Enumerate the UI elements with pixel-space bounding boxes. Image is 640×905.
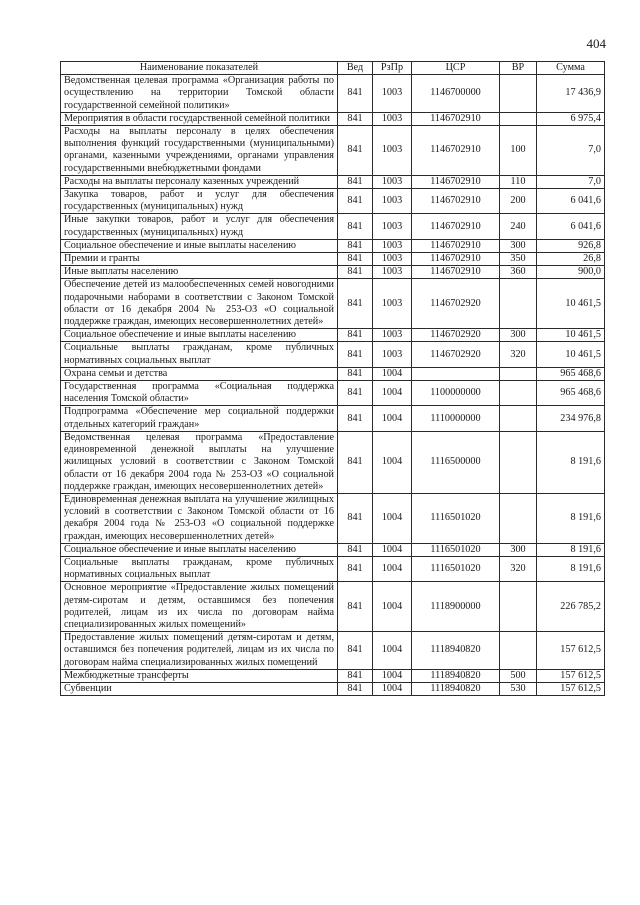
table-row xyxy=(61,279,605,329)
row-sum-cell: 157 612,5 xyxy=(537,669,605,682)
row-vr-cell: 300 xyxy=(500,543,537,556)
row-vr-cell: 360 xyxy=(500,266,537,279)
row-sum-cell: 10 461,5 xyxy=(537,279,605,329)
row-csr-cell: 1116500000 xyxy=(412,431,500,493)
row-vr-cell: 530 xyxy=(500,682,537,695)
row-rzpr-cell: 1003 xyxy=(373,175,412,188)
row-rzpr-cell: 1004 xyxy=(373,632,412,670)
row-vr-cell: 200 xyxy=(500,189,537,214)
row-ved-cell: 841 xyxy=(338,239,373,252)
row-vr-cell xyxy=(500,279,537,329)
row-rzpr-cell: 1003 xyxy=(373,126,412,176)
row-csr-cell: 1100000000 xyxy=(412,381,500,406)
row-rzpr-cell: 1003 xyxy=(373,329,412,342)
row-csr-cell xyxy=(412,367,500,380)
row-rzpr-cell: 1004 xyxy=(373,543,412,556)
row-csr-cell: 1118940820 xyxy=(412,682,500,695)
row-sum-cell: 157 612,5 xyxy=(537,632,605,670)
row-rzpr-cell: 1003 xyxy=(373,214,412,239)
row-rzpr-cell: 1004 xyxy=(373,682,412,695)
budget-table xyxy=(60,61,605,696)
row-name-cell: Основное мероприятие «Предоставление жилых помещений детям-сиротам и детям, оставшимся без попечения родителей, лицам из их числа по договорам найма специализированных жилых помещений» xyxy=(61,582,338,632)
row-ved-cell: 841 xyxy=(338,253,373,266)
row-sum-cell: 926,8 xyxy=(537,239,605,252)
row-rzpr-cell: 1004 xyxy=(373,493,412,543)
row-rzpr-cell: 1004 xyxy=(373,381,412,406)
row-csr-cell: 1146702910 xyxy=(412,253,500,266)
row-name-cell: Социальное обеспечение и иные выплаты населению xyxy=(61,329,338,342)
row-rzpr-cell: 1003 xyxy=(373,239,412,252)
row-csr-cell: 1146700000 xyxy=(412,75,500,113)
row-name-cell: Премии и гранты xyxy=(61,253,338,266)
row-ved-cell: 841 xyxy=(338,431,373,493)
row-name-cell: Обеспечение детей из малообеспеченных семей новогодними подарочными наборами в соответствии с Законом Томской области от 16 декабря 2004 № 253-ОЗ «О социальной поддержке граждан, имеющих несовершеннолетних детей» xyxy=(61,279,338,329)
table-row xyxy=(61,189,605,214)
row-sum-cell: 6 975,4 xyxy=(537,112,605,125)
row-ved-cell: 841 xyxy=(338,329,373,342)
table-row xyxy=(61,266,605,279)
header-name: Наименование показателей xyxy=(61,62,338,75)
row-csr-cell: 1146702910 xyxy=(412,214,500,239)
row-vr-cell xyxy=(500,381,537,406)
row-vr-cell: 100 xyxy=(500,126,537,176)
table-row xyxy=(61,582,605,632)
row-sum-cell: 965 468,6 xyxy=(537,381,605,406)
table-row xyxy=(61,112,605,125)
row-csr-cell: 1146702910 xyxy=(412,266,500,279)
table-row xyxy=(61,381,605,406)
table-row xyxy=(61,175,605,188)
table-row xyxy=(61,253,605,266)
row-name-cell: Государственная программа «Социальная поддержка населения Томской области» xyxy=(61,381,338,406)
row-sum-cell: 6 041,6 xyxy=(537,189,605,214)
row-csr-cell: 1116501020 xyxy=(412,556,500,581)
row-csr-cell: 1118940820 xyxy=(412,669,500,682)
row-name-cell: Расходы на выплаты персоналу в целях обеспечения выполнения функций государственными (муниципальными) органами, казенными учреждениями, органами управления государственными внебюджетными фондами xyxy=(61,126,338,176)
row-name-cell: Единовременная денежная выплата на улучшение жилищных условий в соответствии с Законом Томской области от 16 декабря 2004 года № 253-ОЗ «О социальной поддержке граждан, имеющих несовершеннолетних детей» xyxy=(61,493,338,543)
row-ved-cell: 841 xyxy=(338,543,373,556)
row-vr-cell: 320 xyxy=(500,556,537,581)
row-csr-cell: 1146702910 xyxy=(412,239,500,252)
row-sum-cell: 8 191,6 xyxy=(537,543,605,556)
row-rzpr-cell: 1004 xyxy=(373,431,412,493)
row-sum-cell: 7,0 xyxy=(537,175,605,188)
row-csr-cell: 1146702910 xyxy=(412,112,500,125)
table-row xyxy=(61,329,605,342)
header-csr: ЦСР xyxy=(412,62,500,75)
row-sum-cell: 10 461,5 xyxy=(537,342,605,367)
table-row xyxy=(61,431,605,493)
table-row xyxy=(61,75,605,113)
row-ved-cell: 841 xyxy=(338,342,373,367)
row-rzpr-cell: 1003 xyxy=(373,266,412,279)
row-vr-cell xyxy=(500,632,537,670)
row-rzpr-cell: 1003 xyxy=(373,279,412,329)
row-ved-cell: 841 xyxy=(338,381,373,406)
row-name-cell: Закупка товаров, работ и услуг для обеспечения государственных (муниципальных) нужд xyxy=(61,189,338,214)
row-name-cell: Социальное обеспечение и иные выплаты населению xyxy=(61,543,338,556)
table-row xyxy=(61,214,605,239)
row-rzpr-cell: 1003 xyxy=(373,342,412,367)
row-csr-cell: 1146702920 xyxy=(412,329,500,342)
row-rzpr-cell: 1004 xyxy=(373,367,412,380)
row-vr-cell: 320 xyxy=(500,342,537,367)
row-name-cell: Расходы на выплаты персоналу казенных учреждений xyxy=(61,175,338,188)
row-sum-cell: 6 041,6 xyxy=(537,214,605,239)
row-name-cell: Социальное обеспечение и иные выплаты населению xyxy=(61,239,338,252)
row-csr-cell: 1118940820 xyxy=(412,632,500,670)
row-csr-cell: 1146702910 xyxy=(412,175,500,188)
row-rzpr-cell: 1003 xyxy=(373,112,412,125)
row-rzpr-cell: 1003 xyxy=(373,189,412,214)
row-ved-cell: 841 xyxy=(338,556,373,581)
row-vr-cell: 300 xyxy=(500,239,537,252)
row-csr-cell: 1146702920 xyxy=(412,279,500,329)
row-ved-cell: 841 xyxy=(338,493,373,543)
row-ved-cell: 841 xyxy=(338,682,373,695)
row-name-cell: Ведомственная целевая программа «Предоставление единовременной денежной выплаты на улучшение жилищных условий в соответствии с Законом Томской области от 16 декабря 2004 года № 253-ОЗ «О социальной поддержке граждан, имеющих несовершеннолетних детей» xyxy=(61,431,338,493)
row-rzpr-cell: 1004 xyxy=(373,406,412,431)
row-vr-cell xyxy=(500,582,537,632)
row-ved-cell: 841 xyxy=(338,632,373,670)
row-sum-cell: 10 461,5 xyxy=(537,329,605,342)
page-number: 404 xyxy=(586,36,606,51)
row-name-cell: Межбюджетные трансферты xyxy=(61,669,338,682)
row-ved-cell: 841 xyxy=(338,214,373,239)
row-vr-cell xyxy=(500,406,537,431)
row-sum-cell: 157 612,5 xyxy=(537,682,605,695)
row-vr-cell: 350 xyxy=(500,253,537,266)
row-vr-cell: 110 xyxy=(500,175,537,188)
header-vr: ВР xyxy=(500,62,537,75)
row-sum-cell: 226 785,2 xyxy=(537,582,605,632)
row-ved-cell: 841 xyxy=(338,367,373,380)
table-row xyxy=(61,556,605,581)
row-ved-cell: 841 xyxy=(338,582,373,632)
table-row xyxy=(61,342,605,367)
row-name-cell: Иные выплаты населению xyxy=(61,266,338,279)
row-name-cell: Предоставление жилых помещений детям-сиротам и детям, оставшимся без попечения родителей, лицам из их числа по договорам найма специализированных жилых помещений xyxy=(61,632,338,670)
row-ved-cell: 841 xyxy=(338,75,373,113)
header-rzpr: РзПр xyxy=(373,62,412,75)
table-header-row xyxy=(61,62,605,75)
row-ved-cell: 841 xyxy=(338,112,373,125)
row-csr-cell: 1116501020 xyxy=(412,543,500,556)
row-vr-cell xyxy=(500,367,537,380)
row-sum-cell: 8 191,6 xyxy=(537,493,605,543)
row-csr-cell: 1146702910 xyxy=(412,126,500,176)
table-row xyxy=(61,493,605,543)
row-sum-cell: 965 468,6 xyxy=(537,367,605,380)
row-name-cell: Социальные выплаты гражданам, кроме публичных нормативных социальных выплат xyxy=(61,342,338,367)
row-ved-cell: 841 xyxy=(338,266,373,279)
row-csr-cell: 1146702920 xyxy=(412,342,500,367)
row-rzpr-cell: 1004 xyxy=(373,669,412,682)
row-ved-cell: 841 xyxy=(338,189,373,214)
table-row xyxy=(61,632,605,670)
row-sum-cell: 900,0 xyxy=(537,266,605,279)
row-name-cell: Подпрограмма «Обеспечение мер социальной поддержки отдельных категорий граждан» xyxy=(61,406,338,431)
table-row xyxy=(61,543,605,556)
row-name-cell: Ведомственная целевая программа «Организация работы по осуществлению на территории Томской области государственной семейной политики» xyxy=(61,75,338,113)
row-sum-cell: 17 436,9 xyxy=(537,75,605,113)
table-row xyxy=(61,126,605,176)
row-ved-cell: 841 xyxy=(338,126,373,176)
row-name-cell: Иные закупки товаров, работ и услуг для обеспечения государственных (муниципальных) нужд xyxy=(61,214,338,239)
row-vr-cell xyxy=(500,431,537,493)
row-rzpr-cell: 1004 xyxy=(373,582,412,632)
table-row xyxy=(61,367,605,380)
row-sum-cell: 7,0 xyxy=(537,126,605,176)
row-name-cell: Мероприятия в области государственной семейной политики xyxy=(61,112,338,125)
row-csr-cell: 1110000000 xyxy=(412,406,500,431)
row-sum-cell: 8 191,6 xyxy=(537,556,605,581)
row-csr-cell: 1118900000 xyxy=(412,582,500,632)
row-name-cell: Охрана семьи и детства xyxy=(61,367,338,380)
row-ved-cell: 841 xyxy=(338,175,373,188)
row-ved-cell: 841 xyxy=(338,669,373,682)
row-vr-cell xyxy=(500,493,537,543)
table-row xyxy=(61,669,605,682)
row-sum-cell: 26,8 xyxy=(537,253,605,266)
row-csr-cell: 1146702910 xyxy=(412,189,500,214)
row-name-cell: Субвенции xyxy=(61,682,338,695)
table-row xyxy=(61,406,605,431)
row-vr-cell: 240 xyxy=(500,214,537,239)
row-vr-cell: 500 xyxy=(500,669,537,682)
row-sum-cell: 8 191,6 xyxy=(537,431,605,493)
table-row xyxy=(61,239,605,252)
header-sum: Сумма xyxy=(537,62,605,75)
row-sum-cell: 234 976,8 xyxy=(537,406,605,431)
row-rzpr-cell: 1004 xyxy=(373,556,412,581)
header-ved: Вед xyxy=(338,62,373,75)
row-csr-cell: 1116501020 xyxy=(412,493,500,543)
row-rzpr-cell: 1003 xyxy=(373,75,412,113)
row-vr-cell xyxy=(500,112,537,125)
row-vr-cell xyxy=(500,75,537,113)
row-rzpr-cell: 1003 xyxy=(373,253,412,266)
row-ved-cell: 841 xyxy=(338,406,373,431)
row-name-cell: Социальные выплаты гражданам, кроме публичных нормативных социальных выплат xyxy=(61,556,338,581)
row-ved-cell: 841 xyxy=(338,279,373,329)
table-row xyxy=(61,682,605,695)
row-vr-cell: 300 xyxy=(500,329,537,342)
